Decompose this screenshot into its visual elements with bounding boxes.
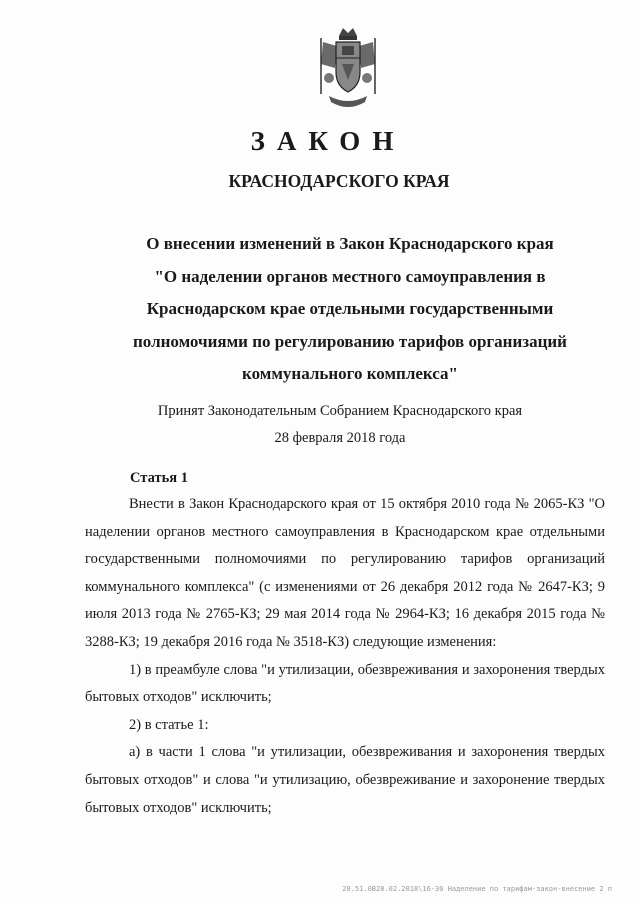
paragraph: Внести в Закон Краснодарского края от 15 октября 2010 года № 2065-КЗ "О наделении органов местного самоуправления в Краснодарском крае отдельными государственными полномочиями по регулированию тарифов организаций коммунального комплекса" (с изменениями от 26 декабря 2012 года № 2647-КЗ; 9 июля 2013 года № 2765-КЗ; 29 мая 2014 года № 2964-КЗ; 16 декабря 2015 года № 3288-КЗ; 19 декабря 2016 года № 3518-КЗ) следующие изменения: xyxy=(85,496,605,650)
adoption-note xyxy=(60,398,620,452)
law-name-line: Краснодарском крае отдельными государственными xyxy=(146,299,554,318)
article-body xyxy=(85,491,605,822)
coat-of-arms-icon xyxy=(315,24,381,114)
paragraph: 1) в преамбуле слова "и утилизации, обезвреживания и захоронения твердых бытовых отходов" исключить; xyxy=(85,661,605,706)
article-heading: Статья 1 xyxy=(130,470,188,486)
footer-stamp: 20.51.0В28.02.2018\16-30 Наделение по тарифам-закон-внесение 2 п xyxy=(342,885,612,893)
law-name-line: "О наделении органов местного самоуправления в xyxy=(154,266,546,286)
adoption-body: Принят Законодательным Собранием Краснодарского края xyxy=(157,403,523,419)
region-title: КРАСНОДАРСКОГО КРАЯ xyxy=(228,171,450,191)
law-name xyxy=(100,228,600,391)
law-title: ЗАКОН xyxy=(250,126,406,156)
law-name-line: О внесении изменений в Закон Краснодарского края xyxy=(146,234,554,253)
paragraph: 2) в статье 1: xyxy=(129,716,209,733)
adoption-date: 28 февраля 2018 года xyxy=(274,430,406,446)
law-name-line: полномочиями по регулированию тарифов организаций xyxy=(133,331,567,351)
paragraph: а) в части 1 слова "и утилизации, обезвреживания и захоронения твердых бытовых отходов" и слова "и утилизацию, обезвреживание и захоронение твердых бытовых отходов" исключить; xyxy=(85,744,605,816)
law-name-line: коммунального комплекса" xyxy=(242,364,458,383)
